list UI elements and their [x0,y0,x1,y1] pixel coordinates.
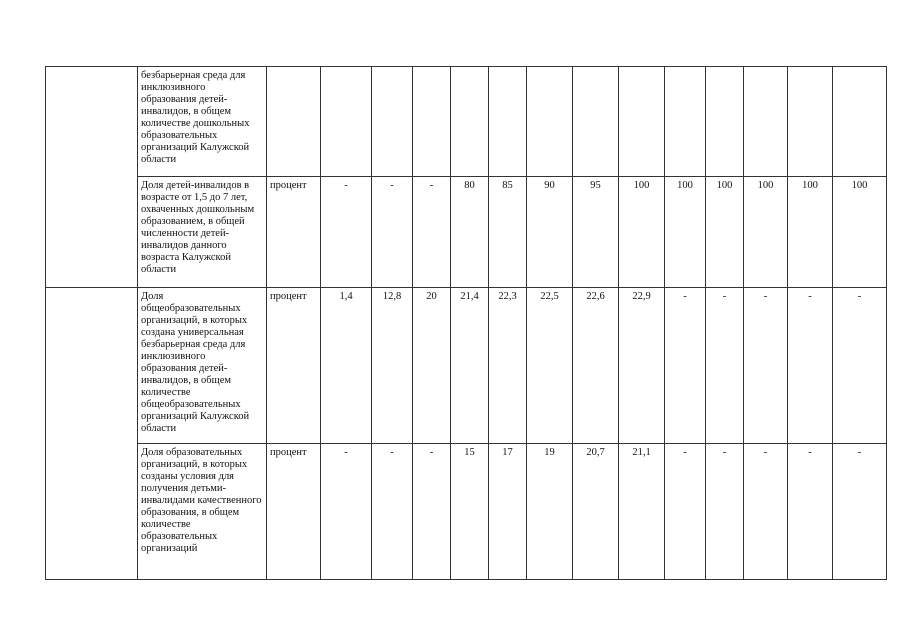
value-cell: 100 [619,177,665,288]
value-cell [744,67,788,177]
value-cell: - [372,444,413,580]
value-cell [451,67,489,177]
value-cell: - [744,444,788,580]
value-cell: - [372,177,413,288]
value-cell: - [788,288,833,444]
value-cell: 15 [451,444,489,580]
value-cell [321,67,372,177]
unit-cell: процент [267,177,321,288]
unit-cell: процент [267,288,321,444]
value-cell: 100 [788,177,833,288]
value-cell: 20 [413,288,451,444]
value-cell [489,67,527,177]
table-row [46,177,887,288]
value-cell [788,67,833,177]
value-cell: - [665,444,706,580]
value-cell: - [788,444,833,580]
value-cell: 1,4 [321,288,372,444]
value-cell: 12,8 [372,288,413,444]
value-cell [619,67,665,177]
value-cell: 20,7 [573,444,619,580]
value-cell: - [413,177,451,288]
indicator-cell: безбарьерная среда для инклюзивного образования детей-инвалидов, в общем количестве дошкольных образовательных организаций Калужской области [138,67,267,177]
value-cell: 22,3 [489,288,527,444]
value-cell: - [321,177,372,288]
value-cell: 100 [833,177,887,288]
value-cell [372,67,413,177]
value-cell: - [321,444,372,580]
value-cell: - [744,288,788,444]
indicator-cell: Доля детей-инвалидов в возрасте от 1,5 до 7 лет, охваченных дошкольным образованием, в общей численности детей-инвалидов данного возраста Калужской области [138,177,267,288]
value-cell: - [833,444,887,580]
indicator-cell: Доля общеобразовательных организаций, в которых создана универсальная безбарьерная среда для инклюзивного образования детей-инвалидов, в общем количестве общеобразовательных организаций Калужской области [138,288,267,444]
value-cell: 17 [489,444,527,580]
value-cell: - [706,288,744,444]
section-cell [46,67,138,288]
value-cell [413,67,451,177]
unit-cell [267,67,321,177]
value-cell: 22,5 [527,288,573,444]
value-cell [706,67,744,177]
unit-cell: процент [267,444,321,580]
indicators-table [45,66,887,580]
value-cell: 95 [573,177,619,288]
table-row [46,67,887,177]
value-cell [527,67,573,177]
value-cell: 22,6 [573,288,619,444]
indicator-cell: Доля образовательных организаций, в которых созданы условия для получения детьми-инвалидами качественного образования, в общем количестве образовательных организаций [138,444,267,580]
value-cell: 90 [527,177,573,288]
value-cell [573,67,619,177]
value-cell: - [665,288,706,444]
value-cell: - [413,444,451,580]
value-cell [665,67,706,177]
value-cell: 100 [744,177,788,288]
section-cell [46,288,138,580]
value-cell: 19 [527,444,573,580]
table-row [46,444,887,580]
value-cell: 100 [665,177,706,288]
value-cell: 21,1 [619,444,665,580]
value-cell: - [706,444,744,580]
value-cell: 22,9 [619,288,665,444]
value-cell [833,67,887,177]
value-cell: 85 [489,177,527,288]
value-cell: 21,4 [451,288,489,444]
value-cell: - [833,288,887,444]
table-row [46,288,887,444]
value-cell: 100 [706,177,744,288]
value-cell: 80 [451,177,489,288]
